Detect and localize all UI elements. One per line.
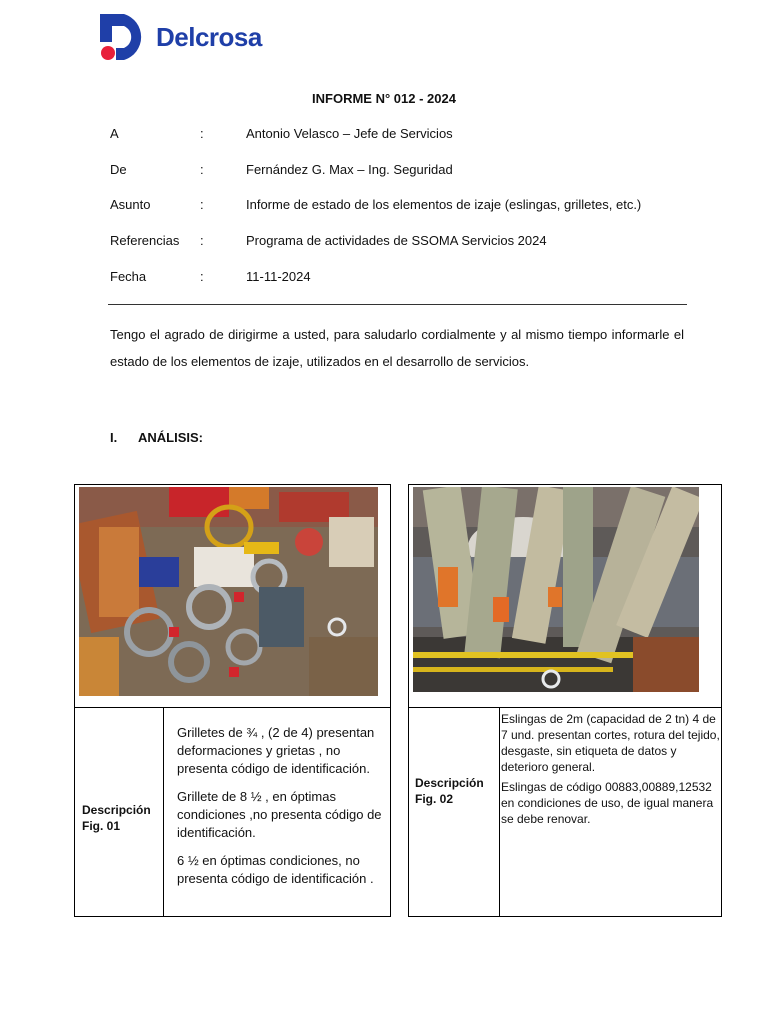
- brand-name: Delcrosa: [156, 22, 262, 52]
- header-value: 11-11-2024: [246, 269, 311, 284]
- header-key: De: [110, 162, 127, 177]
- company-logo: [98, 12, 278, 64]
- shackles-photo-image: [79, 487, 378, 696]
- section-heading: [110, 430, 203, 445]
- figure-02-box: [408, 484, 722, 917]
- header-key: Fecha: [110, 269, 147, 284]
- figure-02-column-divider: [499, 707, 500, 916]
- header-colon: :: [200, 126, 204, 141]
- section-title: ANÁLISIS:: [138, 430, 203, 445]
- report-title: INFORME N° 012 - 2024: [312, 91, 456, 106]
- delcrosa-logo-icon: [98, 12, 150, 62]
- header-colon: :: [200, 197, 204, 212]
- header-divider: [108, 304, 687, 305]
- figure-02-paragraph: Eslingas de 2m (capacidad de 2 tn) 4 de 7 und. presentan cortes, rotura del tejido, desgaste, sin etiqueta de datos y deterioro general.: [501, 712, 720, 774]
- section-number: I.: [110, 430, 118, 445]
- header-value: Antonio Velasco – Jefe de Servicios: [246, 126, 453, 141]
- figure-02-description: [501, 711, 725, 831]
- figure-01-box: [74, 484, 391, 917]
- intro-paragraph: Tengo el agrado de dirigirme a usted, para saludarlo cordialmente y al mismo tiempo informarle el estado de los elementos de izaje, utilizados en el desarrollo de servicios.: [110, 327, 684, 369]
- figure-02-photo: [413, 487, 699, 692]
- figure-02-label: Descripción Fig. 02: [415, 776, 484, 806]
- figure-01-paragraph: Grilletes de ¾ , (2 de 4) presentan deformaciones y grietas , no presenta código de identificación.: [177, 725, 375, 776]
- figure-01-label: Descripción Fig. 01: [82, 803, 151, 833]
- header-colon: :: [200, 233, 204, 248]
- figure-01-column-divider: [163, 707, 164, 916]
- figure-01-photo: [79, 487, 378, 696]
- figure-02-paragraph: Eslingas de código 00883,00889,12532 en condiciones de uso, de igual manera se debe renovar.: [501, 780, 714, 826]
- figure-01-divider: [75, 707, 390, 708]
- figure-02-divider: [409, 707, 721, 708]
- header-key: A: [110, 126, 119, 141]
- figure-01-paragraph: 6 ½ en óptimas condiciones, no presenta código de identificación .: [177, 853, 374, 886]
- header-value: Informe de estado de los elementos de izaje (eslingas, grilletes, etc.): [246, 197, 642, 212]
- header-colon: :: [200, 269, 204, 284]
- figure-01-paragraph: Grillete de 8 ½ , en óptimas condiciones ,no presenta código de identificación.: [177, 789, 382, 840]
- header-value: Fernández G. Max – Ing. Seguridad: [246, 162, 453, 177]
- header-key: Asunto: [110, 197, 151, 212]
- header-colon: :: [200, 162, 204, 177]
- slings-photo-image: [413, 487, 699, 692]
- header-value: Programa de actividades de SSOMA Servicios 2024: [246, 233, 547, 248]
- header-key: Referencias: [110, 233, 180, 248]
- figure-01-description: [177, 724, 387, 898]
